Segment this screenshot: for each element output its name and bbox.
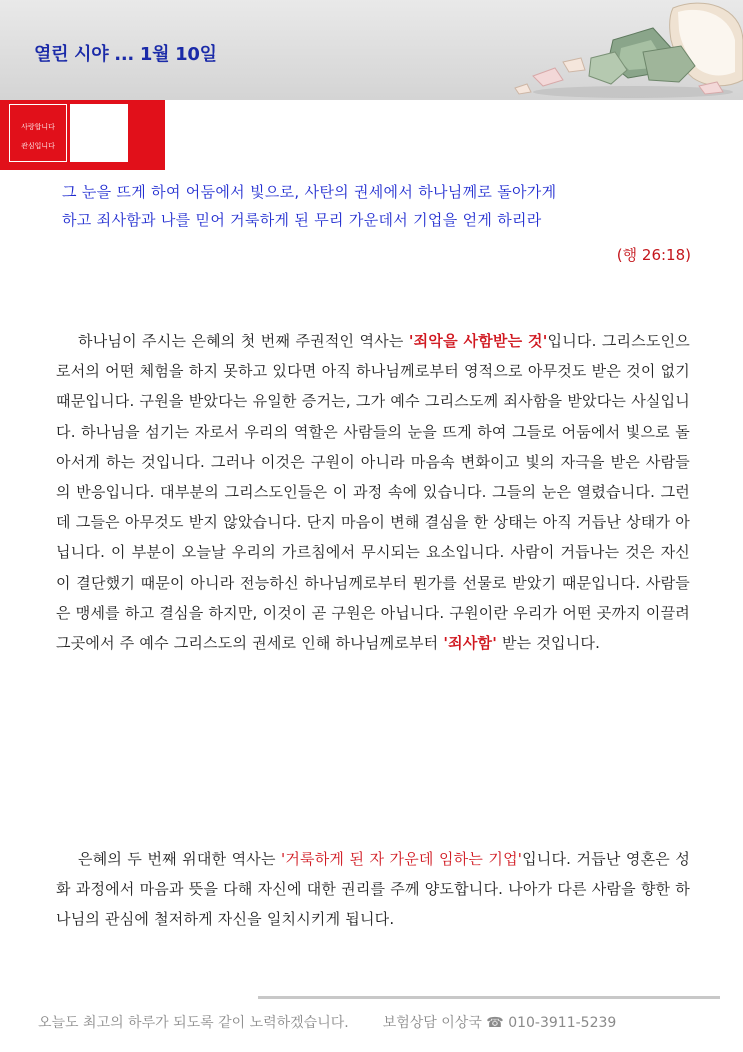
devotional-paragraph-1 [56, 326, 690, 658]
footer-phone[interactable]: 010-3911-5239 [508, 1015, 617, 1031]
photo-placeholder [70, 104, 128, 162]
page-title: 열린 시야 ... 1월 10일 [34, 44, 217, 65]
footer-slogan: 오늘도 최고의 하루가 되도록 같이 노력하겠습니다. [38, 1015, 349, 1031]
para1-text-end: 받는 것입니다. [497, 634, 601, 653]
scripture-verse [62, 178, 702, 234]
devotional-paragraph-2 [56, 844, 690, 935]
badge-line-1: 사랑합니다 [21, 123, 55, 131]
verse-reference: (행 26:18) [616, 246, 691, 264]
para1-emphasis: '죄악을 사함받는 것' [408, 332, 548, 350]
para1-text-middle: 입니다. 그리스도인으로서의 어떤 체험을 하지 못하고 있다면 아직 하나님께로부터 영적으로 아무것도 받은 것이 없기 때문입니다. 구원을 받았다는 유일한 증거는, 그가 예수 그리스도께 죄사함을 받았다는 사실입니다. 하나님을 섬기는 자로서 우리의 역할은 사람들의 눈을 뜨게 하여 그들로 어둠에서 빛으로 돌아서게 하는 것입니다. 그러나 이것은 구원이 아니라 마음속 변화이고 빛의 자극을 받은 사람들의 반응입니다. 대부분의 그리스도인들은 이 과정 속에 있습니다. 그들의 눈은 열렸습니다. 그런데 그들은 아무것도 받지 않았습니다. 단지 마음이 변해 결심을 한 상태는 아직 거듭난 상태가 아닙니다. 이 부분이 오늘날 우리의 가르침에서 무시되는 요소입니다. 사람이 거듭나는 것은 자신이 결단했기 때문이 아니라 전능하신 하나님께로부터 뭔가를 선물로 받았기 때문입니다. 사람들은 맹세를 하고 결심을 하지만, 이것이 곧 구원은 아닙니다. 구원이란 우리가 어떤 곳까지 이끌려 그곳에서 주 예수 그리스도의 권세로 인해 하나님께로부터 [56, 332, 690, 653]
footer-divider [258, 996, 720, 999]
para1-emphasis-2: '죄사함' [443, 634, 497, 653]
para2-emphasis: '거룩하게 된 자 가운데 임하는 기업' [281, 850, 523, 868]
eggshell-money-icon [503, 0, 743, 100]
verse-line-1: 그 눈을 뜨게 하여 어둠에서 빛으로, 사탄의 권세에서 하나님께로 돌아가게 [62, 183, 557, 201]
footer-contact-label: 보험상담 이상국 [382, 1015, 482, 1031]
footer [38, 1012, 616, 1032]
para1-text-start: 하나님이 주시는 은혜의 첫 번째 주권적인 역사는 [78, 332, 409, 350]
para2-text-start: 은혜의 두 번째 위대한 역사는 [78, 850, 282, 868]
phone-icon: ☎ [486, 1015, 504, 1031]
love-badge [9, 104, 67, 162]
badge-line-2: 관심입니다 [21, 142, 55, 150]
para2-text-end: 입니다. 거듭난 영혼은 성화 과정에서 마음과 뜻을 다해 자신에 대한 권리를 주께 양도합니다. 나아가 다른 사람을 향한 하나님의 관심에 철저하게 자신을 일치시키게 됩니다. [56, 850, 691, 929]
header-banner [0, 0, 743, 100]
verse-line-2: 하고 죄사함과 나를 믿어 거룩하게 된 무리 가운데서 기업을 얻게 하리라 [62, 211, 542, 229]
